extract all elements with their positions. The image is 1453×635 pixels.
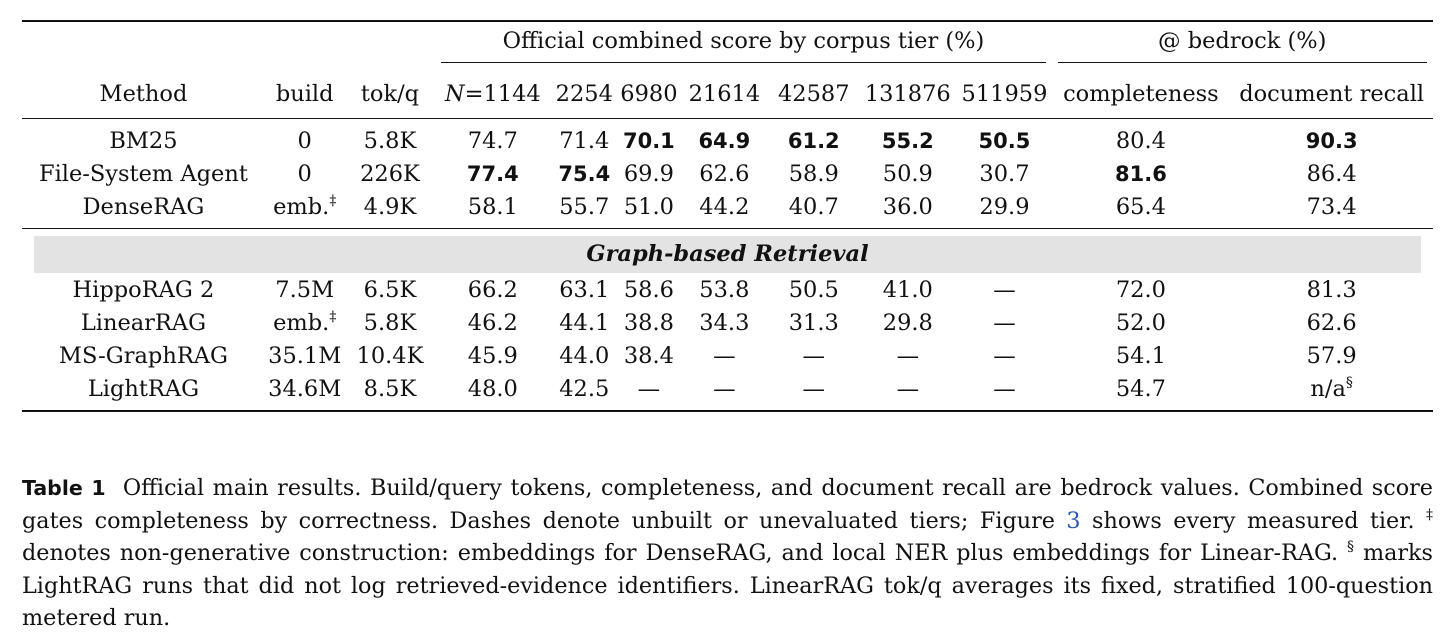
completeness-cell: 52.0	[1115, 310, 1166, 337]
tokq-header: tok/q	[345, 71, 436, 119]
score-cell: 58.1	[435, 191, 550, 229]
table-row	[22, 158, 1433, 191]
method-cell: File-System Agent	[38, 161, 248, 188]
score-cell: 58.9	[788, 161, 839, 188]
score-cell: —	[896, 343, 920, 370]
tier-header-7: 511959	[957, 71, 1051, 119]
score-cell: 44.1	[559, 310, 610, 337]
score-cell: 58.6	[623, 277, 674, 304]
tokq-cell: 226K	[360, 161, 420, 188]
method-header: Method	[22, 71, 265, 119]
tier-header-2: 2254	[550, 71, 618, 119]
score-cell: 40.7	[769, 191, 858, 229]
score-cell: 38.8	[623, 310, 674, 337]
table-row	[22, 340, 1433, 373]
tokq-cell: 6.5K	[363, 277, 417, 304]
results-table	[22, 20, 1433, 412]
score-cell: —	[679, 373, 769, 411]
build-cell: 35.1M	[268, 343, 342, 370]
score-cell: —	[858, 373, 957, 411]
caption-label: Table 1	[22, 476, 106, 501]
score-cell: —	[993, 343, 1016, 370]
score-cell: 61.2	[787, 129, 840, 153]
method-cell: MS-GraphRAG	[58, 343, 228, 370]
recall-cell: 86.4	[1306, 161, 1357, 188]
score-cell: 38.4	[623, 343, 674, 370]
section-label: Graph-based Retrieval	[34, 236, 1421, 274]
score-cell: 62.6	[699, 161, 750, 188]
score-cell: —	[802, 343, 825, 370]
score-cell: —	[618, 373, 679, 411]
score-cell: 29.8	[882, 310, 933, 337]
score-cell: —	[957, 373, 1051, 411]
build-cell: 7.5M	[275, 277, 335, 304]
score-cell: 71.4	[559, 128, 610, 155]
table-row	[22, 307, 1433, 340]
section-mark: §	[1345, 375, 1353, 392]
score-cell: —	[993, 277, 1016, 304]
score-cell: 77.4	[466, 162, 519, 186]
score-cell: 70.1	[622, 129, 675, 153]
score-cell: 41.0	[882, 277, 933, 304]
recall-cell: 90.3	[1305, 129, 1358, 153]
build-header: build	[265, 71, 345, 119]
tokq-cell: 4.9K	[345, 191, 436, 229]
tokq-cell: 5.8K	[363, 310, 417, 337]
figure-link[interactable]: 3	[1066, 507, 1081, 534]
tokq-cell: 5.8K	[363, 128, 417, 155]
table-row	[22, 119, 1433, 159]
score-cell: 50.9	[882, 161, 933, 188]
completeness-cell: 54.1	[1115, 343, 1166, 370]
method-cell: HippoRAG 2	[72, 277, 215, 304]
method-cell: BM25	[109, 128, 178, 155]
build-cell: 0	[297, 128, 312, 155]
score-cell: 30.7	[979, 161, 1030, 188]
column-header-row	[22, 71, 1433, 119]
recall-header: document recall	[1230, 71, 1433, 119]
table-caption: Table 1 Official main results. Build/query tokens, completeness, and document recall are bedrock values. Combined score gates completeness by correctness. Dashes denote unbuilt or unevaluated tiers; Figure 3 shows every measured tier. ‡ denotes non-generative construction: embeddings for DenseRAG, and local NER plus embeddings for Linear-RAG. § marks LightRAG runs that did not log retrieved-evidence identifiers. LinearRAG tok/q averages its fixed, stratified 100-question metered run.	[22, 475, 1434, 632]
score-cell: 50.5	[978, 129, 1031, 153]
build-cell: 34.6M	[265, 373, 345, 411]
dagger-mark: ‡	[329, 193, 337, 210]
tokq-cell: 8.5K	[345, 373, 436, 411]
dagger-mark: ‡	[329, 309, 337, 326]
score-cell: 44.2	[679, 191, 769, 229]
score-cell: 74.7	[467, 128, 518, 155]
tier-header-5: 42587	[769, 71, 858, 119]
score-cell: 75.4	[558, 162, 611, 186]
table-row	[22, 191, 1433, 229]
tier-header-4: 21614	[679, 71, 769, 119]
score-cell: 51.0	[618, 191, 679, 229]
combined-score-group-header: Official combined score by corpus tier (%)	[435, 21, 1051, 71]
score-cell: 45.9	[467, 343, 518, 370]
score-cell: 44.0	[559, 343, 610, 370]
score-cell: 48.0	[435, 373, 550, 411]
table-row	[22, 373, 1433, 411]
score-cell: 64.9	[698, 129, 751, 153]
score-cell: 42.5	[550, 373, 618, 411]
group-header-row	[22, 21, 1433, 71]
section-header-row	[22, 229, 1433, 275]
completeness-cell: 54.7	[1052, 373, 1231, 411]
score-cell: 29.9	[957, 191, 1051, 229]
score-cell: 63.1	[559, 277, 610, 304]
section-mark: §	[1347, 539, 1355, 556]
recall-cell: 73.4	[1230, 191, 1433, 229]
completeness-cell: 72.0	[1115, 277, 1166, 304]
score-cell: 31.3	[788, 310, 839, 337]
score-cell: 66.2	[467, 277, 518, 304]
build-cell: emb.‡	[265, 191, 345, 229]
method-cell: LinearRAG	[80, 310, 207, 337]
bedrock-group-header: @ bedrock (%)	[1052, 21, 1434, 71]
table-row	[22, 274, 1433, 307]
dagger-mark: ‡	[1426, 506, 1434, 523]
score-cell: 53.8	[699, 277, 750, 304]
tier-header-1: N=1144	[435, 71, 550, 119]
tier-header-6: 131876	[858, 71, 957, 119]
completeness-cell: 81.6	[1115, 162, 1167, 186]
completeness-cell: 80.4	[1115, 128, 1166, 155]
build-cell: emb.‡	[273, 309, 337, 337]
score-cell: 55.7	[550, 191, 618, 229]
completeness-header: completeness	[1052, 71, 1231, 119]
score-cell: 55.2	[881, 129, 934, 153]
score-cell: 50.5	[788, 277, 839, 304]
recall-cell: n/a§	[1230, 373, 1433, 411]
completeness-cell: 65.4	[1052, 191, 1231, 229]
build-cell: 0	[297, 161, 312, 188]
tokq-cell: 10.4K	[356, 343, 424, 370]
method-cell: LightRAG	[22, 373, 265, 411]
score-cell: 36.0	[858, 191, 957, 229]
method-cell: DenseRAG	[22, 191, 265, 229]
tier-header-3: 6980	[618, 71, 679, 119]
recall-cell: 62.6	[1306, 310, 1357, 337]
recall-cell: 57.9	[1306, 343, 1357, 370]
score-cell: —	[993, 310, 1016, 337]
score-cell: 34.3	[699, 310, 750, 337]
score-cell: —	[713, 343, 736, 370]
score-cell: 69.9	[623, 161, 674, 188]
recall-cell: 81.3	[1306, 277, 1357, 304]
score-cell: —	[769, 373, 858, 411]
score-cell: 46.2	[467, 310, 518, 337]
